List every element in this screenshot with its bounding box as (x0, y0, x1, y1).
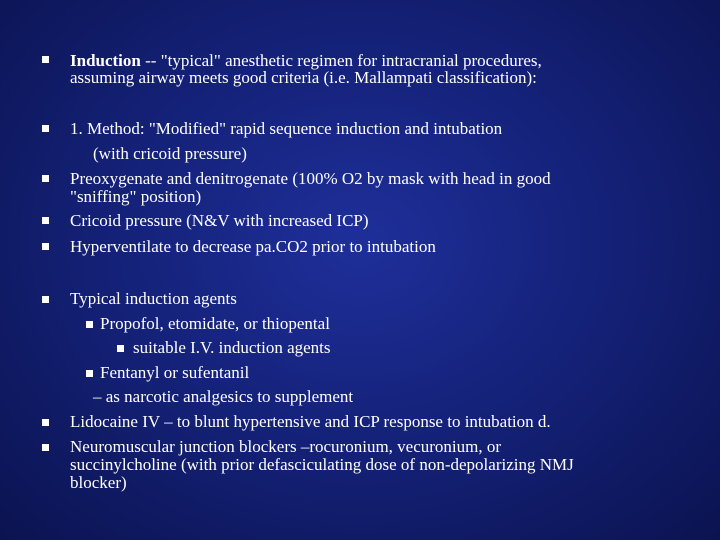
bullet-icon (42, 175, 49, 182)
bullet-icon (42, 296, 49, 303)
bullet-icon (42, 56, 49, 63)
nmj-line-3: blocker) (70, 473, 127, 492)
hypervent-line: Hyperventilate to decrease pa.CO2 prior to intubation (70, 237, 436, 256)
preox-line-2: "sniffing" position) (70, 187, 202, 206)
bullet-icon (42, 125, 49, 132)
bullet-icon (86, 370, 93, 377)
method-line-2: (with cricoid pressure) (93, 144, 247, 163)
nmj-line-2: succinylcholine (with prior defasciculating dose of non-depolarizing NMJ (70, 455, 574, 474)
bullet-icon (42, 243, 49, 250)
agents-fentanyl: Fentanyl or sufentanil (100, 363, 250, 382)
bullet-icon (86, 321, 93, 328)
agents-title: Typical induction agents (70, 289, 237, 308)
induction-line-2: assuming airway meets good criteria (i.e. Mallampati classification): (70, 68, 537, 87)
agents-propofol: Propofol, etomidate, or thiopental (100, 314, 330, 333)
preox-line-1: Preoxygenate and denitrogenate (100% O2 by mask with head in good (70, 169, 551, 188)
bullet-icon (42, 419, 49, 426)
bullet-icon (42, 217, 49, 224)
nmj-line-1: Neuromuscular junction blockers –rocuronium, vecuronium, or (70, 437, 502, 456)
agents-narcotic: – as narcotic analgesics to supplement (93, 387, 354, 406)
agents-suitable: suitable I.V. induction agents (133, 338, 331, 357)
induction-rest: -- "typical" anesthetic regimen for intracranial procedures, (140, 51, 542, 70)
lidocaine-line: Lidocaine IV – to blunt hypertensive and ICP response to intubation d. (70, 412, 551, 431)
bullet-icon (117, 345, 124, 352)
induction-line-1 (70, 52, 700, 69)
induction-lead: Induction (70, 51, 141, 70)
method-line-1: 1. Method: "Modified" rapid sequence induction and intubation (70, 119, 503, 138)
bullet-icon (42, 444, 49, 451)
cricoid-line: Cricoid pressure (N&V with increased ICP) (70, 211, 369, 230)
